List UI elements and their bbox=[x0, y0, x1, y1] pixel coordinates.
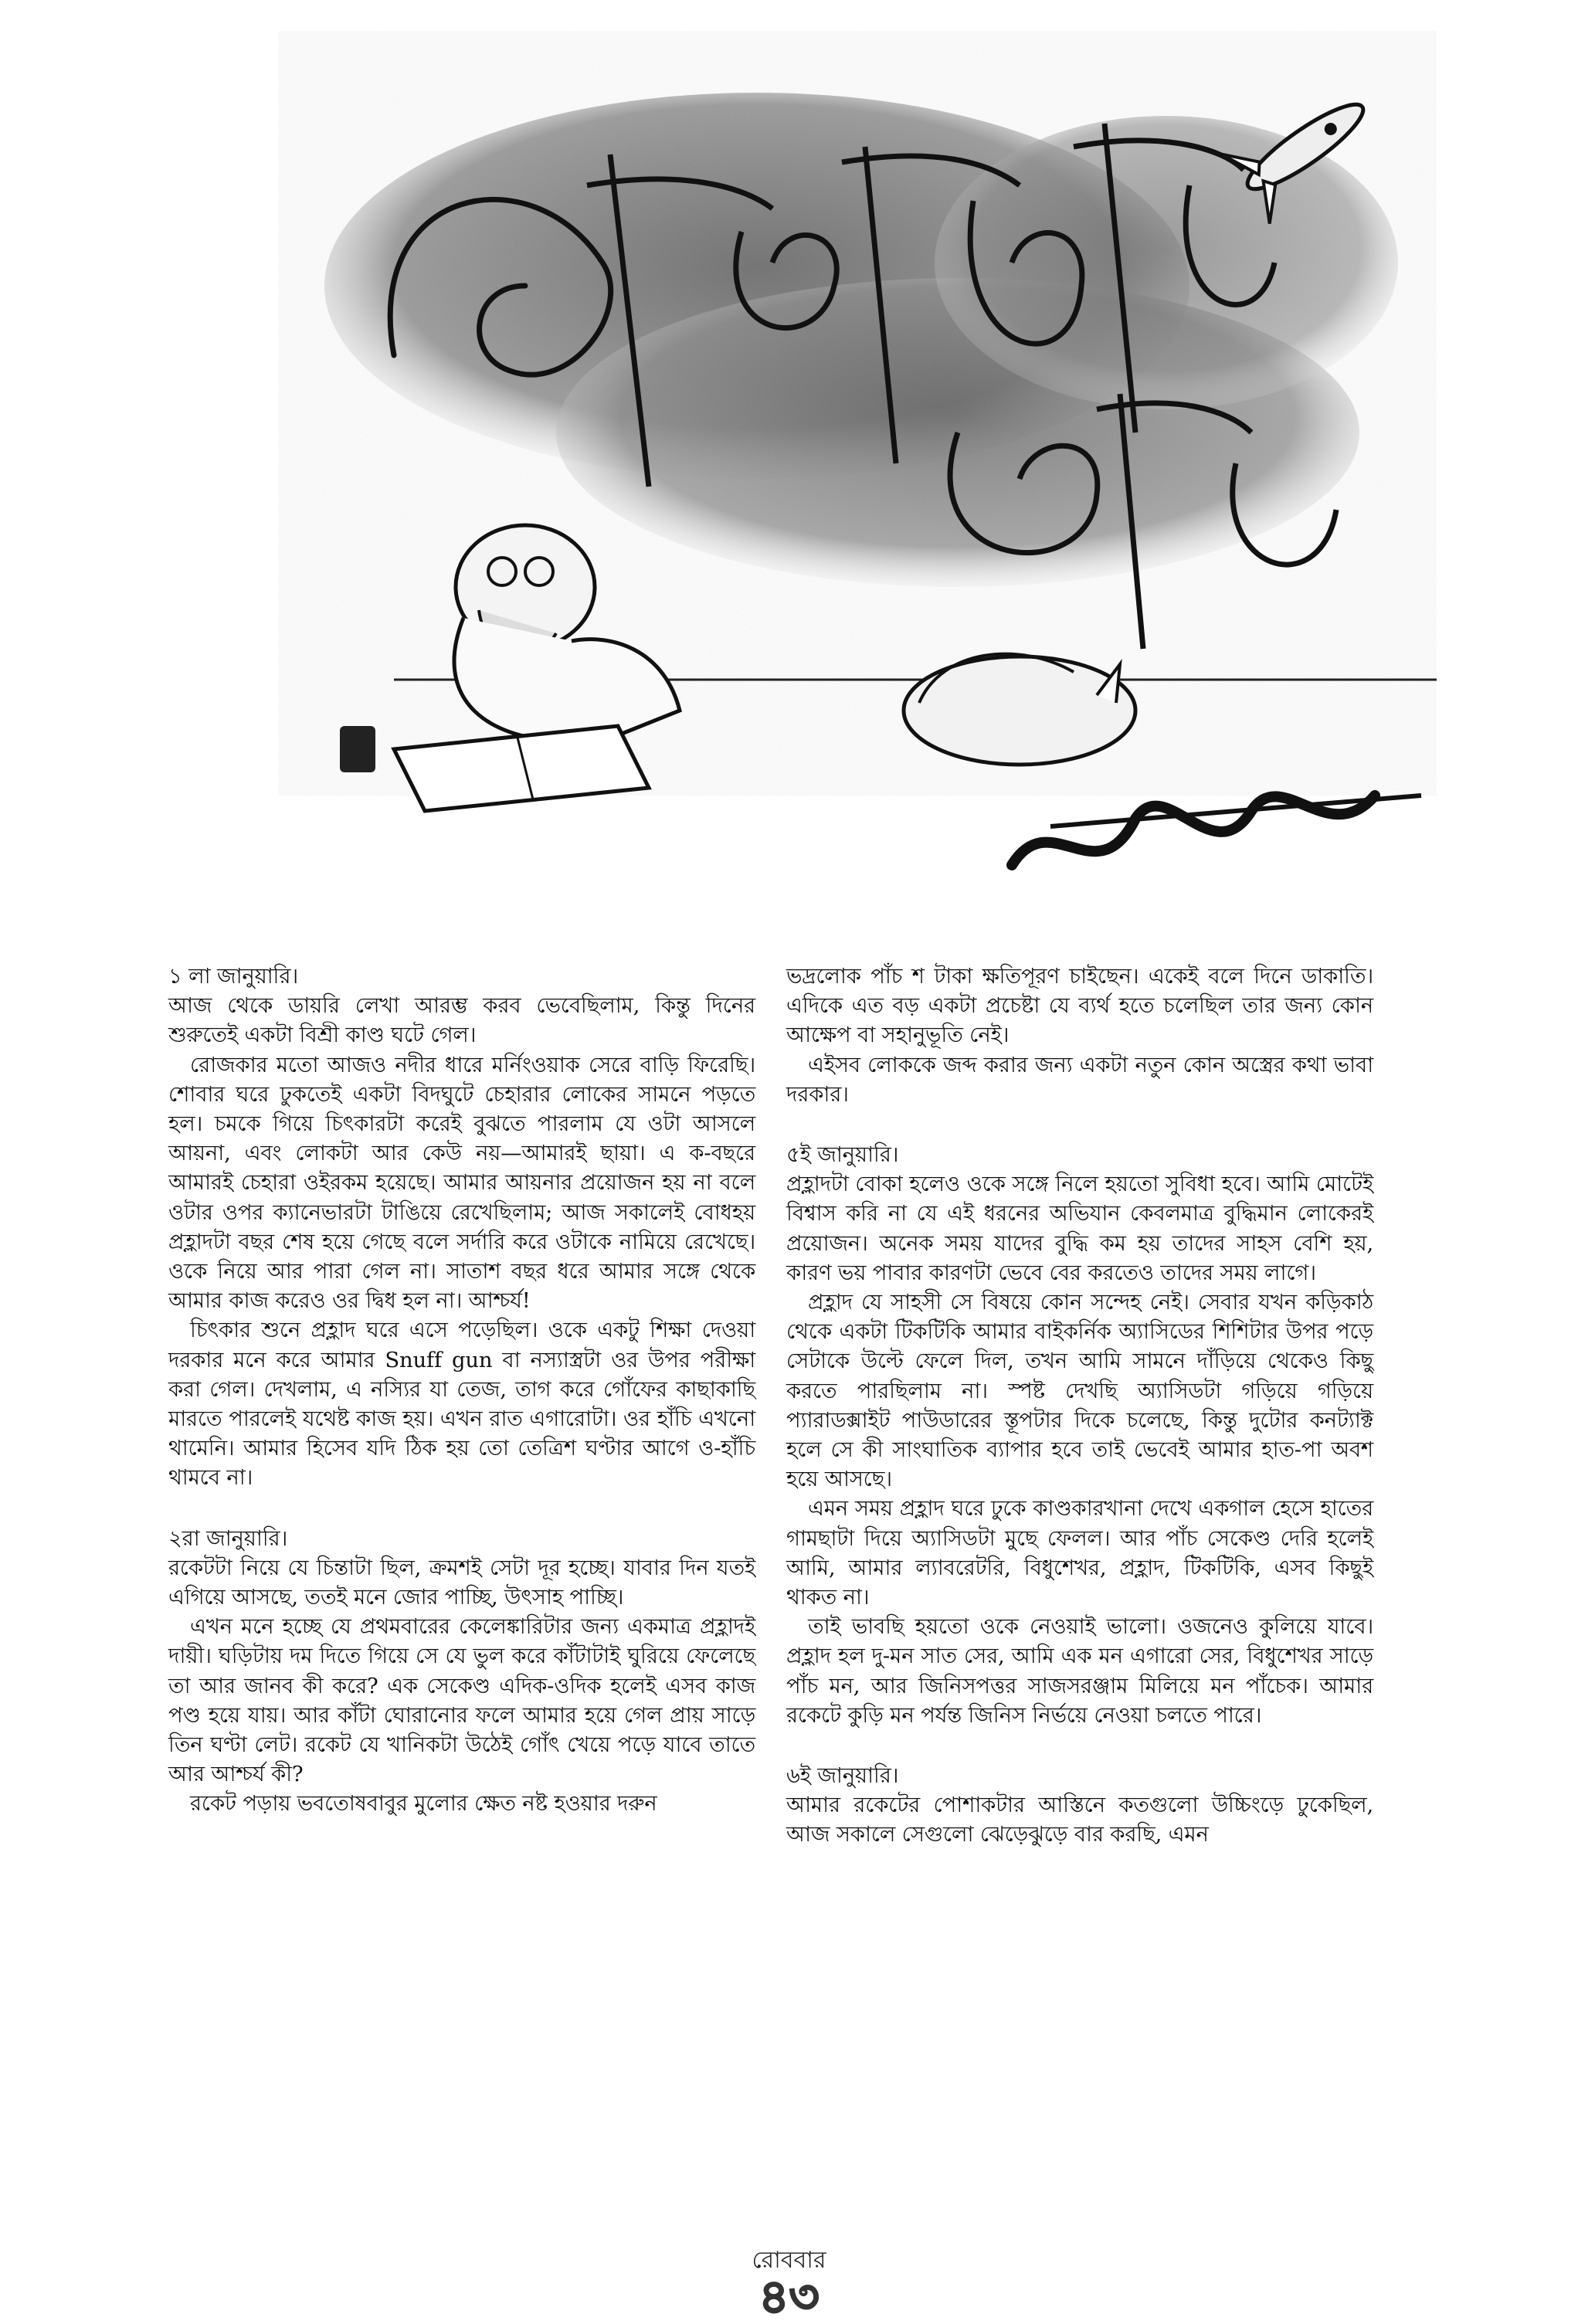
page-number: ৪৩ bbox=[758, 2270, 820, 2324]
paragraph: প্রহ্লাদটা বোকা হলেও ওকে সঙ্গে নিলে হয়তো সুবিধা হবে। আমি মোটেই বিশ্বাস করি না যে এই ধরনের অভিযান কেবলমাত্র বুদ্ধিমান লোকেরই প্রয়োজন। অনেক সময় যাদের বুদ্ধি কম হয় তাদের সাহস বেশি হয়, কারণ ভয় পাবার কারণটা ভেবে বের করতেও তাদের সময় লাগে। bbox=[786, 1172, 1373, 1285]
paragraph: রোজকার মতো আজও নদীর ধারে মর্নিংওয়াক সেরে বাড়ি ফিরেছি। শোবার ঘরে ঢুকতেই একটা বিদঘুটে চেহারার লোকের সামনে পড়তে হল। চমকে গিয়ে চিৎকারটা করেই বুঝতে পারলাম যে ওটা আসলে আয়না, এবং লোকটা আর কেউ নয়—আমারই ছায়া। এ ক-বছরে আমারই চেহারা ওইরকম হয়েছে। আমার আয়নার প্রয়োজন হয় না বলে ওটার ওপর ক্যানেভারটা টাঙিয়ে রেখেছিলাম; আজ সকালেই বোধহয় প্রহ্লাদটা বছর শেষ হয়ে গেছে বলে সর্দারি করে ওটাকে নামিয়ে রেখেছে। ওকে নিয়ে আর পারা গেল না। সাতাশ বছর ধরে আমার সঙ্গে থেকে আমার কাজ করেও ওর দ্বিধ হল না। আশ্চর্য! bbox=[168, 1052, 755, 1314]
page-footer bbox=[0, 2247, 1578, 2324]
paragraph: আজ থেকে ডায়রি লেখা আরম্ভ করব ভেবেছিলাম, কিন্তু দিনের শুরুতেই একটা বিশ্রী কাণ্ড ঘটে গেল। bbox=[168, 993, 755, 1048]
column-left bbox=[168, 962, 755, 2105]
magazine-name: রোববার bbox=[752, 2247, 826, 2274]
article-body bbox=[168, 962, 1404, 2105]
sleeping-cat bbox=[904, 654, 1135, 765]
entry-date: ১ লা জানুয়ারি। bbox=[168, 964, 298, 989]
inkpot-icon bbox=[340, 726, 375, 772]
entry-date: ৬ই জানুয়ারি। bbox=[786, 1763, 899, 1789]
paragraph: আমার রকেটের পোশাকটার আস্তিনে কতগুলো উচ্চিংড়ে ঢুকেছিল, আজ সকালে সেগুলো ঝেড়েঝুড়ে বার করছি, এমন bbox=[786, 1793, 1373, 1847]
title-artwork bbox=[278, 31, 1437, 927]
entry-date: ৫ই জানুয়ারি। bbox=[786, 1142, 899, 1168]
paragraph: এইসব লোককে জব্দ করার জন্য একটা নতুন কোন অস্ত্রের কথা ভাবা দরকার। bbox=[786, 1052, 1373, 1107]
paragraph: রকেটটা নিয়ে যে চিন্তাটা ছিল, ক্রমশই সেটা দূর হচ্ছে। যাবার দিন যতই এগিয়ে আসছে, ততই মনে জোর পাচ্ছি, উৎসাহ পাচ্ছি। bbox=[168, 1555, 755, 1610]
paragraph: চিৎকার শুনে প্রহ্লাদ ঘরে এসে পড়েছিল। ওকে একটু শিক্ষা দেওয়া দরকার মনে করে আমার Snuff gun বা নস্যাস্ত্রটা ওর উপর পরীক্ষা করা গেল। দেখলাম, এ নস্যির যা তেজ, তাগ করে গোঁফের কাছাকাছি মারতে পারলেই যথেষ্ট কাজ হয়। এখন রাত এগারোটা। ওর হাঁচি এখনো থামেনি। আমার হিসেব যদি ঠিক হয় তো তেত্রিশ ঘণ্টার আগে ও-হাঁচি থামবে না। bbox=[168, 1318, 755, 1491]
paragraph: এমন সময় প্রহ্লাদ ঘরে ঢুকে কাণ্ডকারখানা দেখে একগাল হেসে হাতের গামছাটা দিয়ে অ্যাসিডটা মুছে ফেলল। আর পাঁচ সেকেণ্ড দেরি হলেই আমি, আমার ল্যাবরেটরি, বিধুশেখর, প্রহ্লাদ, টিকটিকি, এসব কিছুই থাকত না। bbox=[786, 1496, 1373, 1610]
paragraph: ভদ্রলোক পাঁচ শ টাকা ক্ষতিপূরণ চাইছেন। একেই বলে দিনে ডাকাতি। এদিকে এত বড় একটা প্রচেষ্টা যে ব্যর্থ হতে চলেছিল তার জন্য কোন আক্ষেপ বা সহানুভূতি নেই। bbox=[786, 964, 1373, 1048]
column-right bbox=[786, 962, 1373, 2105]
paragraph: রকেট পড়ায় ভবতোষবাবুর মুলোর ক্ষেত নষ্ট হওয়ার দরুন bbox=[190, 1791, 657, 1817]
open-book bbox=[394, 726, 649, 811]
title-illustration bbox=[278, 31, 1437, 927]
paragraph: তাই ভাবছি হয়তো ওকে নেওয়াই ভালো। ওজনেও কুলিয়ে যাবে। প্রহ্লাদ হল দু-মন সাত সের, আমি এক মন এগারো সের, বিধুশেখর সাড়ে পাঁচ মন, আর জিনিসপত্তর সাজসরঞ্জাম মিলিয়ে মন পাঁচেক। আমার রকেটে কুড়ি মন পর্যন্ত জিনিস নির্ভয়ে নেওয়া চলতে পারে। bbox=[786, 1614, 1373, 1728]
author-signature bbox=[1012, 796, 1421, 865]
paragraph: প্রহ্লাদ যে সাহসী সে বিষয়ে কোন সন্দেহ নেই। সেবার যখন কড়িকাঠ থেকে একটা টিকটিকি আমার বাইকর্নিক অ্যাসিডের শিশিটার উপর পড়ে সেটাকে উল্টে ফেলে দিল, তখন আমি সামনে দাঁড়িয়ে থেকেও কিছু করতে পারছিলাম না। স্পষ্ট দেখছি অ্যাসিডটা গড়িয়ে গড়িয়ে প্যারাডক্সাইট পাউডারের স্তূপটার দিকে চলেছে, কিন্তু দুটোর কনট্যাক্ট হলে সে কী সাংঘাতিক ব্যাপার হবে তাই ভেবেই আমার হাত-পা অবশ হয়ে আসছে। bbox=[786, 1290, 1373, 1492]
paragraph: এখন মনে হচ্ছে যে প্রথমবারের কেলেঙ্কারিটার জন্য একমাত্র প্রহ্লাদই দায়ী। ঘড়িটায় দম দিতে গিয়ে সে যে ভুল করে কাঁটাটাই ঘুরিয়ে ফেলেছে তা আর জানব কী করে? এক সেকেণ্ড এদিক-ওদিক হলেই এসব কাজ পণ্ড হয়ে যায়। আর কাঁটা ঘোরানোর ফলে আমার হয়ে গেল প্রায় সাড়ে তিন ঘণ্টা লেট। রকেট যে খানিকটা উঠেই গোঁৎ খেয়ে পড়ে যাবে তাতে আর আশ্চর্য কী? bbox=[168, 1614, 755, 1787]
entry-date: ২রা জানুয়ারি। bbox=[168, 1525, 288, 1551]
